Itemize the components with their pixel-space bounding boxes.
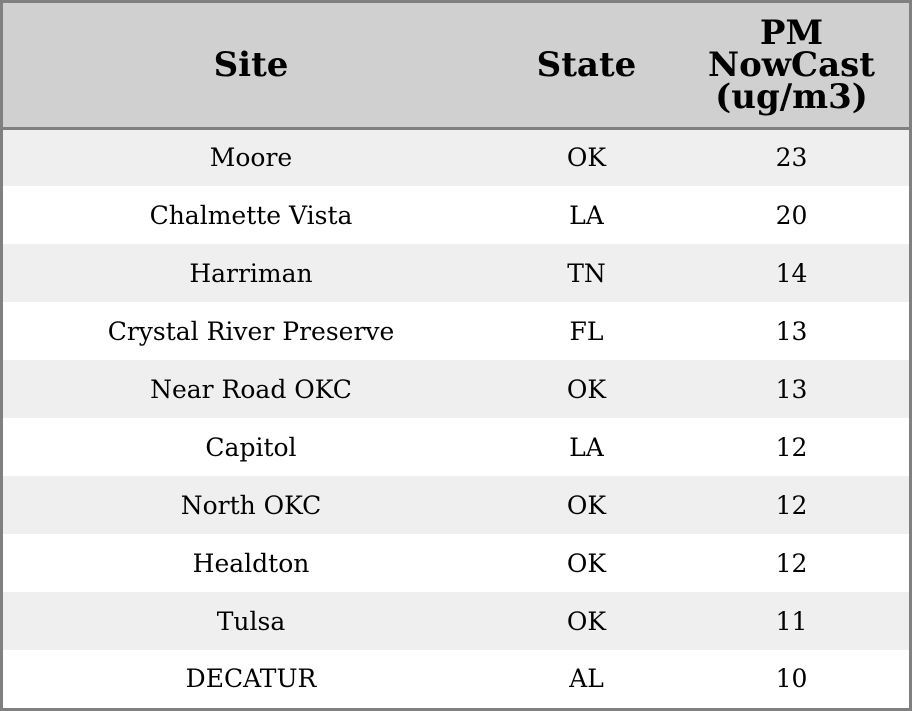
- cell-site: Harriman: [189, 258, 313, 288]
- cell-pm: 10: [775, 664, 808, 693]
- cell-state: LA: [569, 200, 604, 230]
- table-row: [3, 360, 909, 418]
- cell-state: OK: [566, 490, 607, 520]
- table-row: [3, 534, 909, 592]
- header-pm-line-3: (ug/m3): [715, 76, 868, 117]
- table-header: [3, 3, 909, 128]
- header-state-line: State: [536, 44, 637, 85]
- table-row: [3, 186, 909, 244]
- cell-pm: 12: [775, 548, 808, 578]
- cell-pm: 23: [775, 143, 808, 173]
- table-row: [3, 592, 909, 650]
- cell-pm: 11: [775, 606, 808, 636]
- header-row: [3, 3, 909, 128]
- cell-site: Chalmette Vista: [149, 200, 353, 230]
- table-row: [3, 244, 909, 302]
- cell-state: OK: [566, 374, 607, 404]
- cell-state: OK: [566, 606, 607, 636]
- cell-pm: 14: [775, 258, 808, 288]
- pm-nowcast-table: [3, 3, 909, 707]
- table-row: [3, 128, 909, 186]
- cell-site: Moore: [209, 143, 293, 173]
- table-row: [3, 302, 909, 360]
- cell-site: Tulsa: [216, 606, 286, 636]
- cell-state: LA: [569, 432, 604, 462]
- cell-site: Capitol: [205, 432, 297, 462]
- table-row: [3, 418, 909, 476]
- cell-state: AL: [569, 664, 604, 693]
- cell-state: OK: [566, 143, 607, 173]
- cell-site: DECATUR: [185, 664, 317, 693]
- header-site: [3, 3, 499, 128]
- cell-pm: 20: [775, 200, 808, 230]
- cell-pm: 13: [775, 316, 808, 346]
- header-pm-line-2: NowCast: [708, 44, 875, 85]
- cell-state: OK: [566, 548, 607, 578]
- cell-site: Healdton: [192, 548, 310, 578]
- table-row: [3, 650, 909, 707]
- cell-state: FL: [569, 316, 604, 346]
- cell-state: TN: [567, 258, 606, 288]
- table-body: [3, 128, 909, 707]
- header-pm-line-1: PM: [759, 12, 824, 53]
- table-row: [3, 476, 909, 534]
- cell-site: Crystal River Preserve: [107, 316, 395, 346]
- cell-site: North OKC: [180, 490, 322, 520]
- header-state: [499, 3, 674, 128]
- header-site-line: Site: [213, 44, 289, 85]
- cell-pm: 13: [775, 374, 808, 404]
- header-pm-nowcast: [674, 3, 909, 128]
- cell-site: Near Road OKC: [150, 374, 352, 404]
- cell-pm: 12: [775, 432, 808, 462]
- cell-pm: 12: [775, 490, 808, 520]
